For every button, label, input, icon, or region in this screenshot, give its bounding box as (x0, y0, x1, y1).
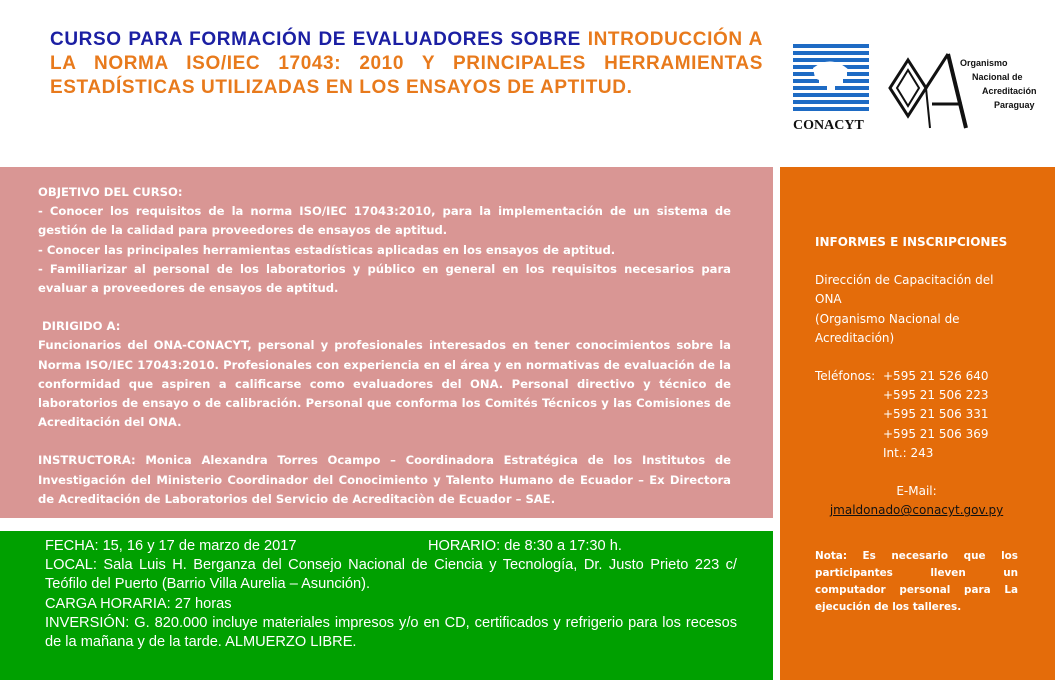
objectives-heading: OBJETIVO DEL CURSO: (38, 185, 183, 199)
objective-item: - Familiarizar al personal de los laboratorios y público en general en los requisitos necesarios para evaluar a proveedores de ensayos de aptitud. (38, 261, 731, 296)
objective-item: - Conocer los requisitos de la norma ISO/IEC 17043:2010, para la implementación de un sistema de gestión de la calidad para proveedores de ensayos de aptitud. (38, 204, 731, 238)
ona-name-line: Organismo (960, 58, 1008, 68)
phone-number[interactable]: +595 21 506 331 (883, 407, 989, 422)
ona-name-line: Paraguay (994, 100, 1035, 110)
objectives-panel (0, 167, 773, 518)
email-link[interactable]: jmaldonado@conacyt.gov.py (829, 503, 1004, 518)
ona-name-line: Nacional de (972, 72, 1023, 82)
phones-label: Teléfonos: (815, 369, 876, 384)
audience-text: Funcionarios del ONA-CONACYT, personal y profesionales interesados en tener conocimientos sobre la Norma ISO/IEC 17043:2010. Profesionales con experiencia en el área y en normativas de evaluación de la conformidad que aspiren a calificarse como evaluadores del ONA. Personal directivo y técnico de laboratorios de ensayo o de calibración. Personal que conforma los Comités Técnicos y las Comisiones de Acreditación del ONA. (38, 338, 731, 430)
course-investment: INVERSIÓN: G. 820.000 incluye materiales impresos y/o en CD, certificados y refrigerio para los recesos de la mañana y de la tarde. ALMUERZO LIBRE. (45, 614, 737, 651)
instructor-text: INSTRUCTORA: Monica Alexandra Torres Ocampo – Coordinadora Estratégica de los Institutos de Investigación del Ministerio Coordinador del Conocimiento y Talento Humano de Ecuador – Ex Directora de Acreditación de Laboratorios del Servicio de Acreditaciòn de Ecuador – SAE. (38, 453, 731, 506)
phone-internal: Int.: 243 (883, 445, 934, 460)
ona-logo (888, 52, 1048, 130)
course-title (50, 28, 763, 100)
logistics-panel (0, 531, 773, 680)
ona-name (960, 56, 1050, 112)
phone-number[interactable]: +595 21 506 369 (883, 426, 989, 441)
conacyt-stripes-icon (793, 44, 869, 114)
course-dates: FECHA: 15, 16 y 17 de marzo de 2017 (45, 538, 297, 554)
ona-name-line: Acreditación (982, 86, 1037, 96)
contact-direction-line: Acreditación) (815, 330, 895, 345)
phone-number[interactable]: +595 21 526 640 (883, 369, 989, 384)
audience-heading: DIRIGIDO A: (38, 319, 121, 334)
course-hours: CARGA HORARIA: 27 horas (45, 595, 232, 612)
conacyt-name: CONACYT (793, 118, 864, 133)
contact-panel (780, 167, 1055, 680)
contact-direction-line: (Organismo Nacional de (815, 311, 960, 326)
objective-item: - Conocer las principales herramientas estadísticas aplicadas en los ensayos de aptitud. (38, 242, 616, 257)
conacyt-logo (793, 42, 875, 136)
email-label: E-Mail: (896, 484, 937, 499)
course-title-subtitle: INTRODUCCIÓN A LA NORMA ISO/IEC 17043: 2010 Y PRINCIPALES HERRAMIENTAS ESTADÍSTICAS UTILIZADAS EN LOS ENSAYOS DE APTITUD. (50, 29, 763, 98)
course-schedule: HORARIO: de 8:30 a 17:30 h. (428, 538, 622, 554)
contact-direction-line: Dirección de Capacitación del (815, 273, 994, 288)
course-location: LOCAL: Sala Luis H. Berganza del Consejo Nacional de Ciencia y Tecnología, Dr. Justo Prieto 223 c/ Teófilo del Puerto (Barrio Villa Aurelia – Asunción). (45, 557, 737, 593)
contact-direction-line: ONA (815, 292, 842, 307)
phone-number[interactable]: +595 21 506 223 (883, 388, 989, 403)
contact-heading: INFORMES E INSCRIPCIONES (815, 235, 1008, 249)
contact-note: Nota: Es necesario que los participantes lleven un computador personal para La ejecución de los talleres. (815, 550, 1018, 614)
course-title-main: CURSO PARA FORMACIÓN DE EVALUADORES SOBRE (50, 29, 581, 50)
